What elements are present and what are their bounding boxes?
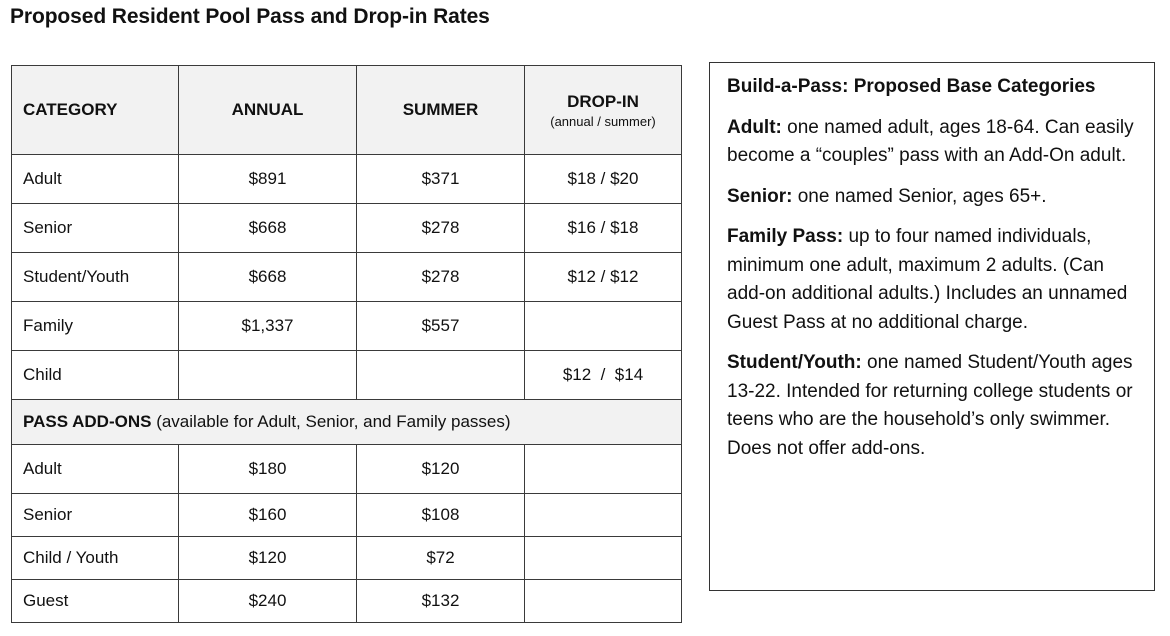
addons-heading: PASS ADD-ONS xyxy=(23,412,152,431)
category-description xyxy=(727,183,1140,212)
category-term: Adult: xyxy=(727,116,782,138)
build-a-pass-box xyxy=(709,62,1155,591)
cell-category: Adult xyxy=(12,445,179,494)
page-title: Proposed Resident Pool Pass and Drop-in Rates xyxy=(10,5,490,28)
cell-dropin: $12 / $12 xyxy=(525,253,682,302)
category-text: one named adult, ages 18-64. Can easily become a “couples” pass with an Add-On adult. xyxy=(727,116,1134,166)
header-summer: SUMMER xyxy=(357,66,525,155)
category-description xyxy=(727,349,1140,463)
header-dropin-sublabel: (annual / summer) xyxy=(550,113,656,129)
cell-annual: $1,337 xyxy=(179,302,357,351)
cell-dropin: $16 / $18 xyxy=(525,204,682,253)
addons-section-cell xyxy=(12,400,682,445)
cell-summer: $108 xyxy=(357,494,525,537)
cell-summer: $72 xyxy=(357,537,525,580)
cell-summer: $557 xyxy=(357,302,525,351)
table-row xyxy=(12,253,682,302)
cell-annual: $891 xyxy=(179,155,357,204)
table-row xyxy=(12,445,682,494)
header-category: CATEGORY xyxy=(12,66,179,155)
cell-category: Adult xyxy=(12,155,179,204)
cell-annual: $240 xyxy=(179,580,357,623)
cell-summer: $278 xyxy=(357,253,525,302)
cell-summer: $120 xyxy=(357,445,525,494)
category-term: Family Pass: xyxy=(727,226,844,247)
category-term: Senior: xyxy=(727,185,793,207)
category-text: one named Student/Youth ages 13-22. Intended for returning college students or teens who are the household’s only swimmer. Does not offer add-ons. xyxy=(727,352,1133,459)
header-dropin xyxy=(525,66,682,155)
cell-category: Senior xyxy=(12,494,179,537)
cell-dropin xyxy=(525,580,682,623)
cell-summer: $132 xyxy=(357,580,525,623)
table-row xyxy=(12,351,682,400)
cell-summer: $371 xyxy=(357,155,525,204)
cell-category: Guest xyxy=(12,580,179,623)
header-dropin-label: DROP-IN xyxy=(567,91,639,111)
cell-dropin xyxy=(525,445,682,494)
cell-summer xyxy=(357,351,525,400)
category-term: Student/Youth: xyxy=(727,352,862,373)
cell-dropin xyxy=(525,494,682,537)
cell-annual: $668 xyxy=(179,204,357,253)
table-row xyxy=(12,537,682,580)
category-description xyxy=(727,114,1140,171)
cell-annual xyxy=(179,351,357,400)
cell-category: Child xyxy=(12,351,179,400)
rates-table xyxy=(11,65,682,623)
header-annual: ANNUAL xyxy=(179,66,357,155)
table-row xyxy=(12,302,682,351)
table-row xyxy=(12,204,682,253)
cell-dropin: $18 / $20 xyxy=(525,155,682,204)
cell-category: Child / Youth xyxy=(12,537,179,580)
table-row xyxy=(12,580,682,623)
table-row xyxy=(12,494,682,537)
cell-dropin xyxy=(525,537,682,580)
cell-annual: $160 xyxy=(179,494,357,537)
category-text: up to four named individuals, minimum one adult, maximum 2 adults. (Can add-on additional adults.) Includes an unnamed Guest Pass at no additional charge. xyxy=(727,226,1128,333)
cell-summer: $278 xyxy=(357,204,525,253)
table-header-row xyxy=(12,66,682,155)
cell-category: Student/Youth xyxy=(12,253,179,302)
cell-annual: $180 xyxy=(179,445,357,494)
table-row xyxy=(12,155,682,204)
category-description xyxy=(727,223,1140,337)
cell-category: Senior xyxy=(12,204,179,253)
cell-dropin xyxy=(525,302,682,351)
category-text: one named Senior, ages 65+. xyxy=(792,185,1047,207)
cell-annual: $120 xyxy=(179,537,357,580)
cell-annual: $668 xyxy=(179,253,357,302)
addons-note: (available for Adult, Senior, and Family passes) xyxy=(151,412,511,431)
addons-section-row xyxy=(12,400,682,445)
sidebox-heading: Build-a-Pass: Proposed Base Categories xyxy=(727,76,1096,97)
cell-category: Family xyxy=(12,302,179,351)
cell-dropin: $12 / $14 xyxy=(525,351,682,400)
